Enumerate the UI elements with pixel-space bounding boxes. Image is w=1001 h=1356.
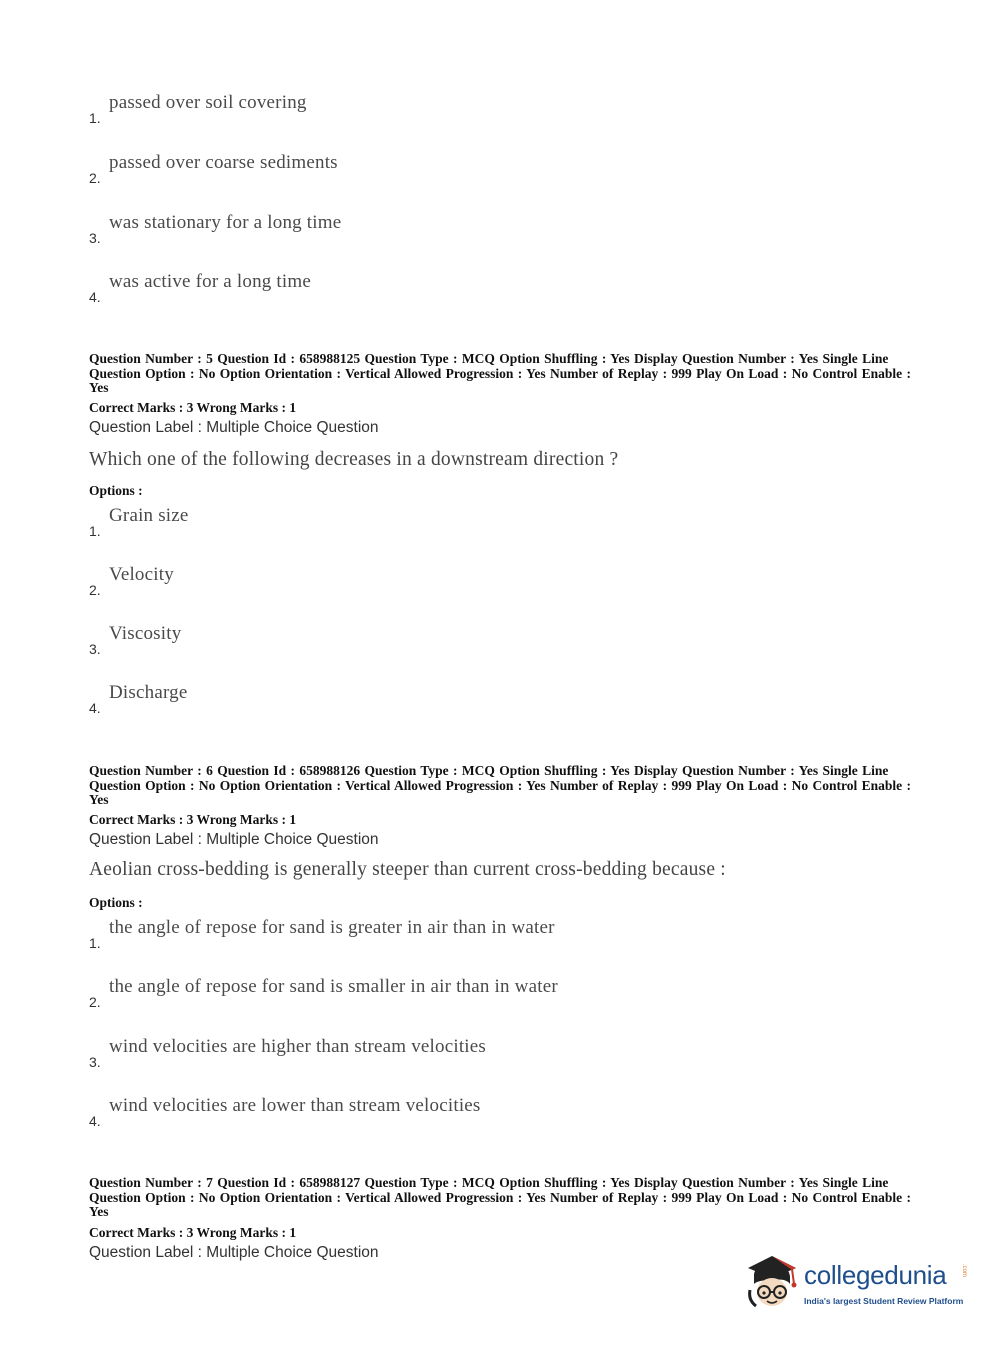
q6-meta: Question Number : 6 Question Id : 658988126 Question Type : MCQ Option Shuffling : Yes Display Question Number : Yes Single Line Question Option : No Option Orientation : Vertical Allowed Progression : Yes Number of Replay : 999 Play On Load : No Control Enable : Yes: [89, 763, 912, 807]
option-number: 4.: [89, 289, 101, 305]
option-number: 4.: [89, 1113, 101, 1129]
q6-question-text: Aeolian cross-bedding is generally steeper than current cross-bedding because :: [89, 859, 726, 880]
q7-marks: Correct Marks : 3 Wrong Marks : 1: [89, 1225, 297, 1240]
option-number: 2.: [89, 170, 101, 186]
option-number: 3.: [89, 230, 101, 246]
option-text: wind velocities are lower than stream velocities: [109, 1095, 481, 1116]
q6-marks: Correct Marks : 3 Wrong Marks : 1: [89, 812, 297, 827]
option-text: the angle of repose for sand is greater in air than in water: [109, 917, 555, 938]
option-number: 1.: [89, 935, 101, 951]
q5-question-text: Which one of the following decreases in a downstream direction ?: [89, 449, 619, 470]
option-number: 3.: [89, 641, 101, 657]
option-text: Viscosity: [109, 623, 182, 644]
option-text: was stationary for a long time: [109, 212, 342, 233]
collegedunia-logo: [742, 1250, 972, 1320]
q5-meta: Question Number : 5 Question Id : 658988125 Question Type : MCQ Option Shuffling : Yes Display Question Number : Yes Single Line Question Option : No Option Orientation : Vertical Allowed Progression : Yes Number of Replay : 999 Play On Load : No Control Enable : Yes: [89, 351, 912, 395]
option-text: Velocity: [109, 564, 174, 585]
q7-label: Question Label : Multiple Choice Question: [89, 1244, 379, 1261]
q6-label: Question Label : Multiple Choice Question: [89, 831, 379, 848]
q5-marks: Correct Marks : 3 Wrong Marks : 1: [89, 400, 297, 415]
option-number: 1.: [89, 110, 101, 126]
brand-dotcom: .com: [961, 1264, 967, 1278]
option-text: passed over coarse sediments: [109, 152, 338, 173]
option-number: 4.: [89, 700, 101, 716]
option-number: 1.: [89, 523, 101, 539]
q7-meta: Question Number : 7 Question Id : 658988127 Question Type : MCQ Option Shuffling : Yes Display Question Number : Yes Single Line Question Option : No Option Orientation : Vertical Allowed Progression : Yes Number of Replay : 999 Play On Load : No Control Enable : Yes: [89, 1175, 912, 1219]
brand-tagline: India's largest Student Review Platform: [804, 1296, 964, 1306]
q5-options-label: Options :: [89, 483, 143, 498]
mascot-icon: [742, 1250, 802, 1316]
brand-name: collegedunia: [804, 1260, 947, 1290]
option-text: wind velocities are higher than stream velocities: [109, 1036, 487, 1057]
option-text: passed over soil covering: [109, 92, 307, 113]
option-text: Grain size: [109, 505, 189, 526]
option-number: 2.: [89, 582, 101, 598]
option-number: 2.: [89, 994, 101, 1010]
option-number: 3.: [89, 1054, 101, 1070]
q6-options-label: Options :: [89, 895, 143, 910]
option-text: the angle of repose for sand is smaller in air than in water: [109, 976, 558, 997]
option-text: was active for a long time: [109, 271, 311, 292]
option-text: Discharge: [109, 682, 188, 703]
q5-label: Question Label : Multiple Choice Question: [89, 419, 379, 436]
